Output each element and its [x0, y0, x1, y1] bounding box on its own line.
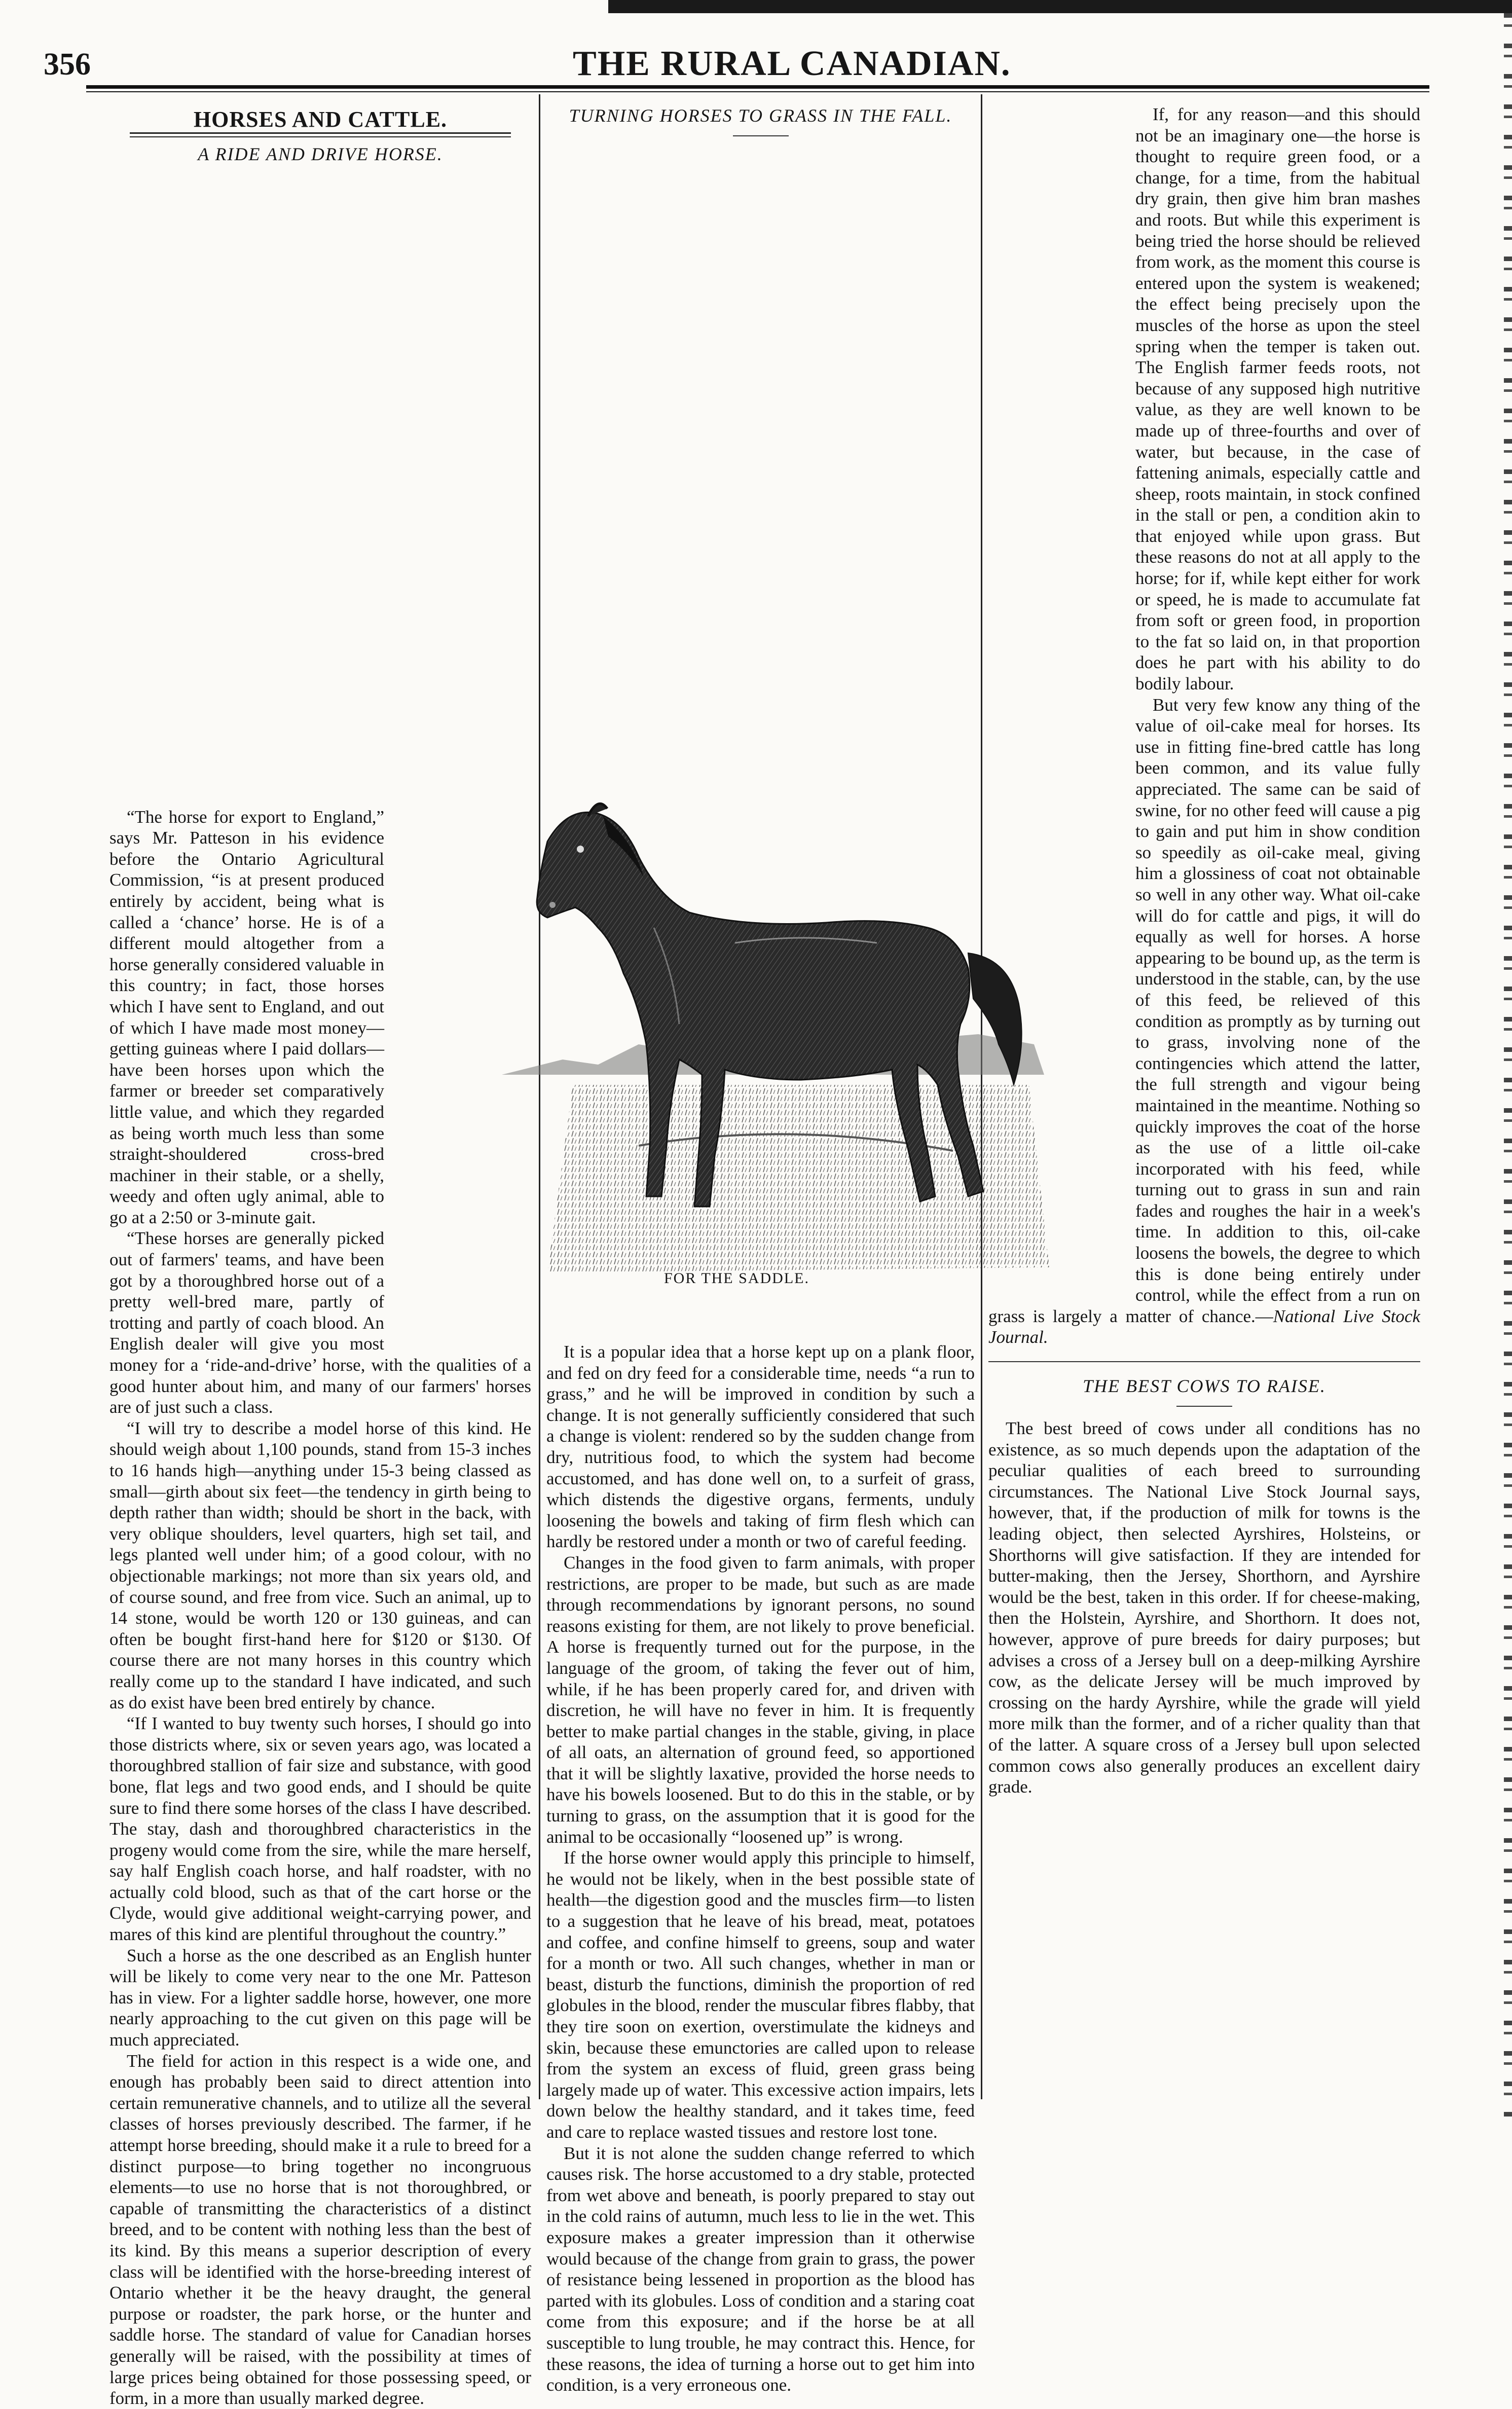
article-paragraph: It is a popular idea that a horse kept up on a plank floor, and fed on dry feed for a considerable time, needs “a run to grass,” and he will be improved in condition by such a change. It is not generally sufficiently considered that such a change is violent: rendered so by the sudden change from dry, nutritious food, to which the system had become accustomed, and has done well on, to a surfeit of grass, which distends the digestive organs, ferments, unduly loosening the bowels and taking of firm flesh which can hardly be restored under a month or two of careful feeding. — [546, 1342, 975, 1552]
article-paragraph: “These horses are generally picked out of farmers' teams, and have been got by a thoroughbred horse out of a pretty well-bred mare, partly of trotting and partly of coach blood. An English dealer will give you most money for a ‘ride-and-drive’ horse, with the qualities of a good hunter about him, and many of our farmers' horses are of just such a class. — [109, 1228, 531, 1417]
column-1 — [109, 104, 531, 2408]
article-paragraph: Changes in the food given to farm animals, with proper restrictions, are proper to be made, but such as are made through recommendations by ignorant persons, no sound reasons existing for them, are not likely to prove beneficial. A horse is frequently turned out for the purpose, in the language of the groom, of taking the fever out of him, while, if he has been properly cared for, and driven with discretion, he will have no fever in him. It is frequently better to make partial changes in the stable, giving, in place of all oats, an alternation of ground feed, so apportioned that it will be slightly laxative, provided the horse needs to have his bowels loosened. But to do this in the stable, or by turning to grass, on the assumption that it is good for the animal to be occasionally “loosened up” is wrong. — [546, 1552, 975, 1847]
section-title: HORSES AND CATTLE. — [193, 107, 448, 132]
section-divider — [988, 1361, 1420, 1362]
horse-engraving — [471, 760, 1070, 1298]
article-title: THE BEST COWS TO RAISE. — [1083, 1376, 1326, 1397]
publication-title: THE RURAL CANADIAN. — [573, 44, 1011, 83]
article-paragraph: The best breed of cows under all conditions has no existence, as so much depends upon the adaptation of the peculiar qualities of each breed to surrounding circumstances. The National Live Stock Journal says, however, that, if the production of milk for towns is the leading object, then selected Ayrshires, Holsteins, or Shorthorns will give satisfaction. If they are intended for butter-making, then the Jersey, Shorthorn, and Ayrshire would be the best, taken in this order. If for cheese-making, then the Holstein, Ayrshire, and Shorthorn. It does not, however, approve of pure breeds for dairy purposes; but advises a cross of a Jersey bull on a deep-milking Ayrshire cow, as the delicate Jersey will be much improved by crossing on the hardy Ayrshire, while the grade will yield more milk than the former, and of a richer quality than that of the latter. A square cross of a Jersey bull upon selected common cows also generally produces an excellent dairy grade. — [988, 1418, 1420, 1797]
article-paragraph: “The horse for export to England,” says Mr. Patteson in his evidence before the Ontario Agricultural Commission, “is at present produced entirely by accident, being what is called a ‘chance’ horse. He is of a different mould altogether from a horse generally considered valuable in this country; in fact, those horses which I have sent to England, and out of which I have made most money—getting guineas where I paid dollars—have been horses upon which the farmer or breeder set comparatively little value, and which they regarded as being worth much less than some straight-shouldered cross-bred machiner in their stable, or a shelly, weedy and often ugly animal, able to go at a 2:50 or 3-minute gait. — [109, 807, 384, 1227]
page-edge-marks — [1504, 13, 1512, 2117]
article-paragraph: But it is not alone the sudden change referred to which causes risk. The horse accustomed to a dry stable, protected from wet above and beneath, is poorly prepared to stay out in the cold rains of autumn, much less to lie in the wet. This exposure makes a greater impression than it otherwise would because of the change from grain to grass, the power of resistance being lessened in proportion as the blood has parted with its globules. Loss of condition and a staring coat come from this exposure; and if the horse be at all susceptible to lung trouble, he may contract this. Hence, for these reasons, the idea of turning a horse out to get him into condition, is a very erroneous one. — [546, 2143, 975, 2395]
article-paragraph: The field for action in this respect is a wide one, and enough has probably been said to direct attention into certain remunerative channels, and to utilize all the several classes of horses previously described. The farmer, if he attempt horse breeding, should make it a rule to breed for a distinct purpose—to bring together no incongruous elements—to use no horse that is not thoroughbred, or capable of transmitting the characteristics of a distinct breed, and to be content with nothing less than the best of its kind. By this means a superior description of every class will be identified with the horse-breeding interest of Ontario whether it be the heavy draught, the general purpose or roadster, the park horse, or the hunter and saddle horse. The standard of value for Canadian horses generally will be raised, with the possibility at times of large prices being obtained for those possessing speed, or form, in a more than usually marked degree. — [109, 2051, 531, 2408]
title-rule — [1176, 1406, 1232, 1407]
article-title: A RIDE AND DRIVE HORSE. — [198, 143, 443, 164]
page-number: 356 — [44, 47, 91, 82]
article-paragraph: “If I wanted to buy twenty such horses, I should go into those districts where, six or seven years ago, was located a thoroughbred stallion of fair size and substance, with good bone, flat legs and two good ends, and I should be quite sure to find there some horses of the class I have described. The stay, dash and thoroughbred characteristics in the progeny would come from the sire, while the mare herself, say half English coach horse, and half roadster, with no actually cold blood, such as that of the cart horse or the Clyde, would give additional weight-carrying power, and mares of this kind are plentiful throughout the country.” — [109, 1713, 531, 1945]
article-source: National Live Stock Journal. — [988, 1306, 1420, 1347]
section-title-rule — [130, 132, 511, 137]
article-paragraph: “I will try to describe a model horse of this kind. He should weigh about 1,100 pounds, stand from 15-3 inches to 16 hands high—anything under 15-3 being classed as small—girth about six feet—the tendency in girth being to depth rather than width; should be short in the back, with very oblique shoulders, level quarters, high set tail, and legs planted well under him; of a good colour, with no objectionable markings; not more than six years old, and of course sound, and free from vice. Such an animal, up to 14 stone, would be worth 120 or 130 guineas, and can often be bought first-hand here for $120 or $130. Of course there are not many horses in this country which really come up to the standard I have indicated, and such as do exist have been bred entirely by chance. — [109, 1418, 531, 1712]
horse-illustration — [471, 760, 1070, 1298]
header-rule-thin — [86, 91, 1429, 92]
article-paragraph: Such a horse as the one described as an English hunter will be likely to come very near to the one Mr. Patteson has in view. For a lighter saddle horse, however, one more nearly approaching to the cut given on this page will be much appreciated. — [109, 1945, 531, 2050]
article-paragraph: If the horse owner would apply this principle to himself, he would not be likely, when in the best possible state of health—the digestion good and the muscles firm—to listen to a suggestion that he leave of his bread, meat, potatoes and coffee, and confine himself to greens, soup and water for a month or two. All such changes, whether in man or beast, disturb the functions, diminish the proportion of red globules in the blood, render the muscular fibres flabby, that they tire soon on exertion, overstimulate the kidneys and skin, because these emunctories are called upon to release from the system an excess of fluid, green grass being largely made up of water. This excessive action impairs, lets down below the healthy standard, and it takes time, feed and care to replace wasted tissues and restore lost tone. — [546, 1848, 975, 2142]
header-rule — [86, 85, 1429, 89]
top-edge-bar — [608, 0, 1512, 13]
title-rule — [733, 135, 789, 136]
article-title: TURNING HORSES TO GRASS IN THE FALL. — [569, 105, 952, 126]
article-paragraph: But very few know any thing of the value of oil-cake meal for horses. Its use in fitting fine-bred cattle has long been common, and its value fully appreciated. The same can be said of swine, for no other feed will cause a pig to gain and put him in show condition so speedily as oil-cake meal, giving him a glossiness of coat not obtainable so well in any other way. What oil-cake will do for cattle and pigs, it will do equally as well for horses. A horse appearing to be bound up, as the term is understood in the stable, can, by the use of this feed, be relieved of this condition as promptly as by turning out to grass, involving none of the contingencies which attend the latter, the full strength and vigour being maintained in the meantime. Nothing so quickly improves the coat of the horse as the use of a little oil-cake incorporated with his feed, while turning out to grass in sun and rain fades and roughes the hair in a week's time. In addition to this, oil-cake loosens the bowels, the degree to which this is done being entirely under control, while the effect from a run on grass is largely a matter of chance.— — [988, 695, 1420, 1326]
figure-caption: FOR THE SADDLE. — [664, 1270, 809, 1287]
article-paragraph: If, for any reason—and this should not be an imaginary one—the horse is thought to require green food, or a change, for a time, from the habitual dry grain, then give him bran mashes and roots. But while this experiment is being tried the horse should be relieved from work, as the moment this course is entered upon the system is weakened; the effect being precisely upon the muscles of the horse as upon the steel spring when the temper is taken out. The English farmer feeds roots, not because of any supposed high nutritive value, as they are well known to be made up of three-fourths and over of water, but because, in the case of fattening animals, especially cattle and sheep, roots maintain, in stock confined in the stall or pen, a condition akin to that enjoyed while upon grass. But these reasons do not at all apply to the horse; for if, while kept either for work or speed, he is made to accumulate fat from soft or green food, in proportion to the fat so laid on, in that proportion does he part with his ability to do bodily labour. — [1135, 104, 1420, 694]
